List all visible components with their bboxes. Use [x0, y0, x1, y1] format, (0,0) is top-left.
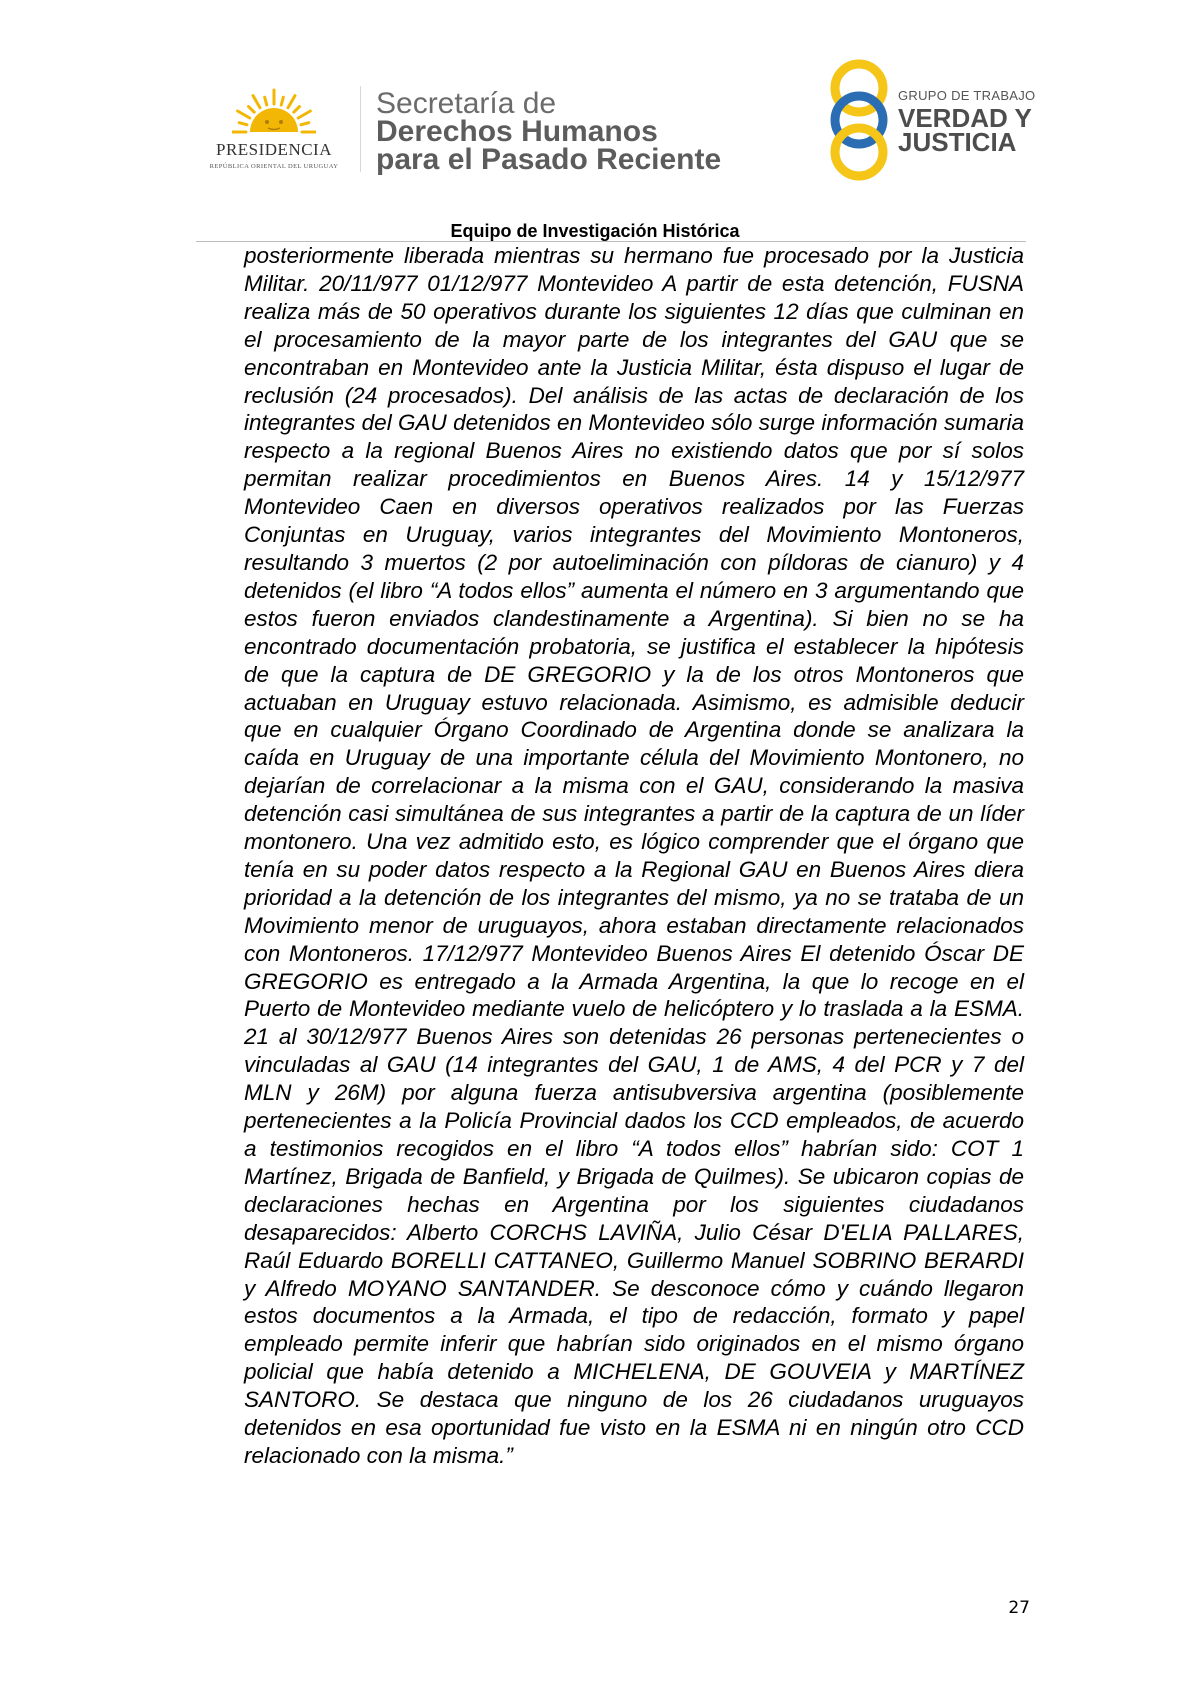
verdad-label: VERDAD Y — [898, 103, 1032, 133]
sun-emblem-icon — [232, 74, 316, 138]
presidencia-logo — [194, 74, 354, 176]
header-separator — [360, 86, 361, 172]
body-paragraph: posteriormente liberada mientras su hermano fue procesado por la Justicia Militar. 20/11/977 01/12/977 Montevideo A partir de esta detención, FUSNA realiza más de 50 operativos durante los siguientes 12 días que culminan en el procesamiento de la mayor parte de los integrantes del GAU que se encontraban en Montevideo ante la Justicia Militar, ésta dispuso el lugar de reclusión (24 procesados). Del análisis de las actas de declaración de los integrantes del GAU detenidos en Montevideo sólo surge información sumaria respecto a la regional Buenos Aires no existiendo datos que por sí solos permitan realizar procedimientos en Buenos Aires. 14 y 15/12/977 Montevideo Caen en diversos operativos realizados por las Fuerzas Conjuntas en Uruguay, varios integrantes del Movimiento Montoneros, resultando 3 muertos (2 por autoeliminación con píldoras de cianuro) y 4 detenidos (el libro “A todos ellos” aumenta el número en 3 argumentando que estos fueron enviados clandestinamente a Argentina). Si bien no se ha encontrado documentación probatoria, se justifica el establecer la hipótesis de que la captura de DE GREGORIO y la de los otros Montoneros que actuaban en Uruguay estuvo relacionada. Asimismo, es admisible deducir que en cualquier Órgano Coordinado de Argentina donde se analizara la caída en Uruguay de una importante célula del Movimiento Montonero, no dejarían de correlacionar a la misma con el GAU, considerando la masiva detención casi simultánea de sus integrantes a partir de la captura de un líder montonero. Una vez admitido esto, es lógico comprender que el órgano que tenía en su poder datos respecto a la Regional GAU en Buenos Aires diera prioridad a la detención de los integrantes del mismo, ya no se trataba de un Movimiento menor de uruguayos, ahora estaban directamente relacionados con Montoneros. 17/12/977 Montevideo Buenos Aires El detenido Óscar DE GREGORIO es entregado a la Armada Argentina, la que lo recoge en el Puerto de Montevideo mediante vuelo de helicóptero y lo traslada a la ESMA. 21 al 30/12/977 Buenos Aires son detenidas 26 personas pertenecientes o vinculadas al GAU (14 integrantes del GAU, 1 de AMS, 4 del PCR y 7 del MLN y 26M) por alguna fuerza antisubversiva argentina (posiblemente pertenecientes a la Policía Provincial dados los CCD empleados, de acuerdo a testimonios recogidos en el libro “A todos ellos” habrían sido: COT 1 Martínez, Brigada de Banfield, y Brigada de Quilmes). Se ubicaron copias de declaraciones hechas en Argentina por los siguientes ciudadanos desaparecidos: Alberto CORCHS LAVIÑA, Julio César D'ELIA PALLARES, Raúl Eduardo BORELLI CATTANEO, Guillermo Manuel SOBRINO BERARDI y Alfredo MOYANO SANTANDER. Se desconoce cómo y cuándo llegaron estos documentos a la Armada, el tipo de redacción, formato y papel empleado permite inferir que habrían sido originados en el mismo órgano policial que había detenido a MICHELENA, DE GOUVEIA y MARTÍNEZ SANTORO. Se destaca que ninguno de los 26 ciudadanos uruguayos detenidos en esa oportunidad fue visto en la ESMA ni en ningún otro CCD relacionado con la misma.” — [244, 243, 1024, 1468]
team-title: Equipo de Investigación Histórica — [450, 221, 740, 241]
secretaria-line-3: para el Pasado Reciente — [376, 143, 722, 176]
presidencia-name: PRESIDENCIA — [215, 140, 332, 159]
secretaria-line-2: Derechos Humanos — [376, 115, 658, 148]
grupo-trabajo-label: GRUPO DE TRABAJO — [898, 88, 1036, 103]
presidencia-subtitle: REPÚBLICA ORIENTAL DEL URUGUAY — [209, 163, 339, 170]
justicia-label: JUSTICIA — [898, 127, 1017, 157]
page-number: 27 — [1008, 1598, 1030, 1618]
verdad-justicia-logo — [826, 58, 1036, 182]
secretaria-title — [376, 87, 722, 176]
verdad-justicia-wordmark — [898, 103, 1032, 157]
interlocking-rings-icon — [826, 58, 892, 182]
secretaria-line-1: Secretaría de — [376, 87, 557, 120]
